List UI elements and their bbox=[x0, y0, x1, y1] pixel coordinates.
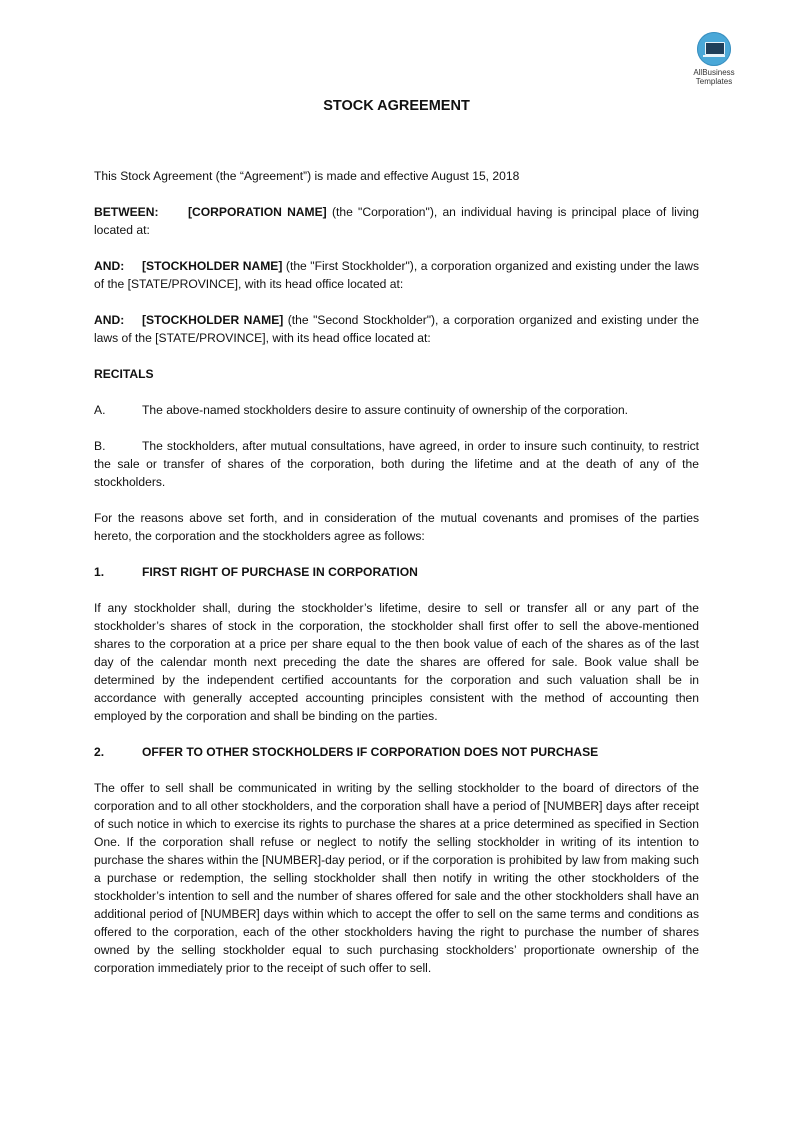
first-stockholder-placeholder: [STOCKHOLDER NAME] bbox=[142, 259, 283, 273]
and2-label: AND: bbox=[94, 313, 125, 327]
second-stockholder-placeholder: [STOCKHOLDER NAME] bbox=[142, 313, 284, 327]
and2-paragraph bbox=[94, 311, 699, 347]
logo-text-line2: Templates bbox=[695, 77, 733, 86]
recital-a-text: The above-named stockholders desire to assure continuity of ownership of the corporation. bbox=[142, 403, 629, 417]
recital-a-label: A. bbox=[94, 403, 106, 417]
between-text: (the "Corporation"), an individual having is principal place of living located at: bbox=[94, 205, 700, 237]
section-2-heading bbox=[94, 743, 699, 761]
and1-text: (the "First Stockholder"), a corporation organized and existing under the laws of the [STATE/PROVINCE], with its head office located at: bbox=[94, 259, 699, 291]
and2-text: (the "Second Stockholder"), a corporation organized and existing under the laws of the [STATE/PROVINCE], with its head office located at: bbox=[94, 313, 699, 345]
logo-text-line1: AllBusiness bbox=[693, 68, 735, 77]
brand-logo bbox=[678, 32, 750, 86]
between-paragraph bbox=[94, 203, 699, 239]
recitals-heading: RECITALS bbox=[94, 367, 154, 381]
intro-paragraph: This Stock Agreement (the “Agreement”) is made and effective August 15, 2018 bbox=[94, 169, 520, 183]
section-2-number: 2. bbox=[94, 745, 105, 759]
section-2-title: OFFER TO OTHER STOCKHOLDERS IF CORPORATION DOES NOT PURCHASE bbox=[142, 745, 599, 759]
recital-b-text: The stockholders, after mutual consultations, have agreed, in order to insure such continuity, to restrict the sale or transfer of shares of the corporation, both during the lifetime and at the death of any of the stockholders. bbox=[94, 439, 699, 489]
consideration-paragraph: For the reasons above set forth, and in consideration of the mutual covenants and promises of the parties hereto, the corporation and the stockholders agree as follows: bbox=[94, 511, 699, 543]
corporation-name-placeholder: [CORPORATION NAME] bbox=[188, 205, 327, 219]
document-title: STOCK AGREEMENT bbox=[323, 98, 470, 114]
and1-paragraph bbox=[94, 257, 699, 293]
section-1-number: 1. bbox=[94, 565, 105, 579]
document-body bbox=[94, 96, 699, 995]
between-label: BETWEEN: bbox=[94, 205, 159, 219]
laptop-icon bbox=[697, 32, 731, 66]
and1-label: AND: bbox=[94, 259, 125, 273]
section-2-body: The offer to sell shall be communicated in writing by the selling stockholder to the board of directors of the corporation and to all other stockholders, and the corporation shall have a period of [NUMBER] days after receipt of such notice in which to exercise its rights to purchase the shares at a price determined as specified in Section One. If the corporation shall refuse or neglect to notify the selling stockholder in writing of its intention to purchase the shares within the [NUMBER]-day period, or if the corporation is prohibited by law from making such a purchase or redemption, the selling stockholder shall then notify in writing the other stockholders of the stockholder’s intention to sell and the number of shares offered for sale and the other stockholders shall have an additional period of [NUMBER] days within which to accept the offer to sell on the same terms and conditions as offered to the corporation, each of the other stockholders having the right to purchase the number of shares owned by the selling stockholder equal to such purchasing stockholders’ proportionate ownership of the corporation immediately prior to the receipt of such offer to sell. bbox=[94, 781, 699, 975]
recital-a bbox=[94, 401, 699, 419]
recital-b bbox=[94, 437, 699, 491]
section-1-heading bbox=[94, 563, 699, 581]
section-1-title: FIRST RIGHT OF PURCHASE IN CORPORATION bbox=[142, 565, 418, 579]
recital-b-label: B. bbox=[94, 439, 106, 453]
section-1-body: If any stockholder shall, during the stockholder’s lifetime, desire to sell or transfer all or any part of the stockholder’s shares of stock in the corporation, the stockholder shall first offer to sell the above-mentioned shares to the corporation at a price per share equal to the then book value of each of the shares as of the last day of the calendar month next preceding the date the shares are offered for sale. Book value shall be determined by the independent certified accountants for the corporation and such valuation shall be in accordance with generally accepted accounting principles consistent with the method of accounting then employed by the corporation and shall be binding on the parties. bbox=[94, 601, 699, 723]
